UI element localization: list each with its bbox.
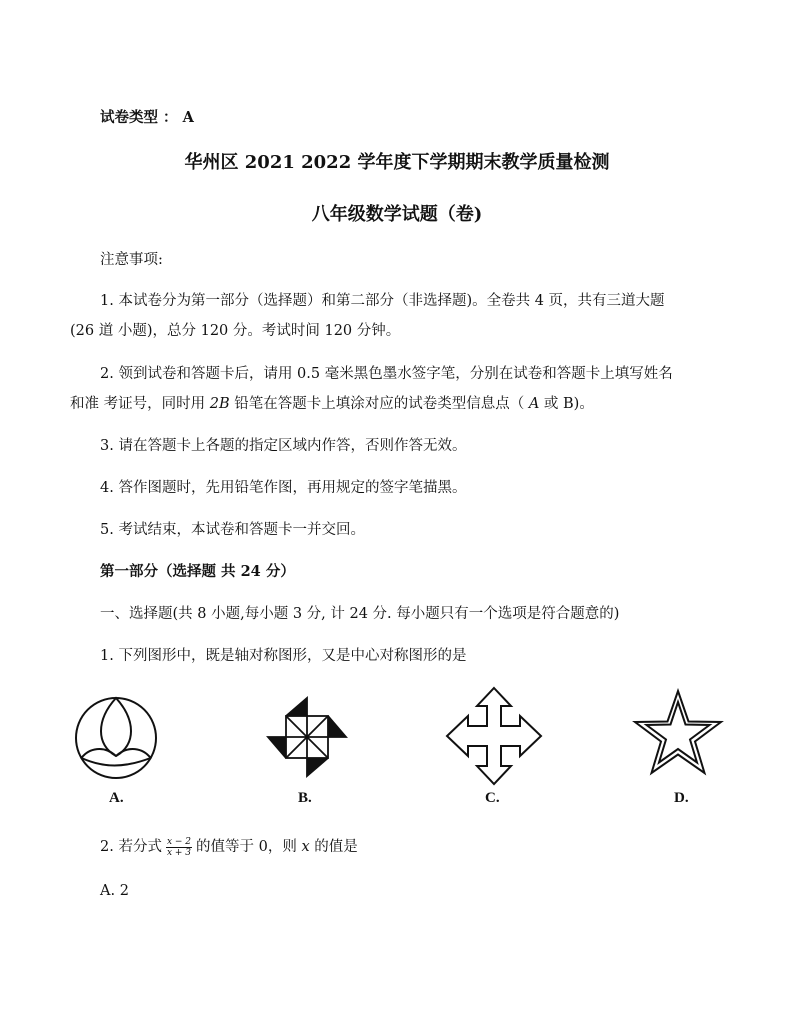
question-2-variable: x bbox=[301, 839, 310, 855]
question-2-option-a: A. 2 bbox=[100, 883, 129, 899]
notice-4: 4. 答作图题时，先用铅笔作图，再用规定的签字笔描黑。 bbox=[100, 480, 467, 496]
question-2-fraction bbox=[166, 837, 192, 858]
figure-a-label: A. bbox=[109, 790, 124, 806]
section1-description: 一、选择题(共 8 小题,每小题 3 分, 计 24 分. 每小题只有一个选项是符合题意的) bbox=[100, 606, 620, 622]
figure-c-label: C. bbox=[485, 790, 500, 806]
figure-b-pinwheel bbox=[266, 696, 348, 778]
notice-2-pencil: 2B bbox=[209, 396, 230, 412]
figure-d-label: D. bbox=[674, 790, 689, 806]
notice-2-line-1: 2. 领到试卷和答题卡后，请用 0.5 毫米黑色墨水签字笔，分别在试卷和答题卡上填写姓名 bbox=[100, 366, 673, 382]
question-2-text bbox=[100, 835, 358, 858]
notice-2-text-e: 或 B)。 bbox=[539, 396, 594, 412]
notice-2-type-a: A bbox=[528, 396, 540, 412]
figure-c-four-way-arrow bbox=[445, 686, 543, 786]
fraction-numerator: x − 2 bbox=[166, 836, 192, 847]
question-2-text-c: 的值是 bbox=[314, 839, 358, 855]
question-1-text: 1. 下列图形中，既是轴对称图形，又是中心对称图形的是 bbox=[100, 648, 467, 664]
figure-a-circle-arcs bbox=[74, 690, 158, 785]
notice-2-line-2 bbox=[70, 392, 594, 413]
part1-heading: 第一部分（选择题 共 24 分） bbox=[100, 563, 295, 580]
figure-b-label: B. bbox=[298, 790, 312, 806]
question-2-text-a: 2. 若分式 bbox=[100, 839, 162, 855]
notice-1-line-1: 1. 本试卷分为第一部分（选择题）和第二部分（非选择题)。全卷共 4 页，共有三道大题 bbox=[100, 293, 665, 309]
notice-1-line-2: (26 道 小题)，总分 120 分。考试时间 120 分钟。 bbox=[70, 323, 401, 339]
notice-2-text-c: 铅笔在答题卡上填涂对应的试卷类型信息点（ bbox=[229, 396, 529, 412]
notice-2-text-a: 和准 考证号，同时用 bbox=[70, 396, 210, 412]
question-2-text-b: 的值等于 0，则 bbox=[196, 839, 297, 855]
page-title: 华州区 2021 2022 学年度下学期期末教学质量检测 bbox=[184, 152, 610, 173]
figure-d-star bbox=[632, 688, 724, 780]
notice-5: 5. 考试结束，本试卷和答题卡一并交回。 bbox=[100, 522, 365, 538]
page-subtitle: 八年级数学试题（卷) bbox=[311, 204, 483, 225]
notice-heading: 注意事项: bbox=[100, 252, 163, 268]
notice-3: 3. 请在答题卡上各题的指定区域内作答，否则作答无效。 bbox=[100, 438, 467, 454]
paper-type: 试卷类型 ： A bbox=[100, 109, 194, 126]
fraction-denominator: x + 3 bbox=[166, 847, 192, 858]
